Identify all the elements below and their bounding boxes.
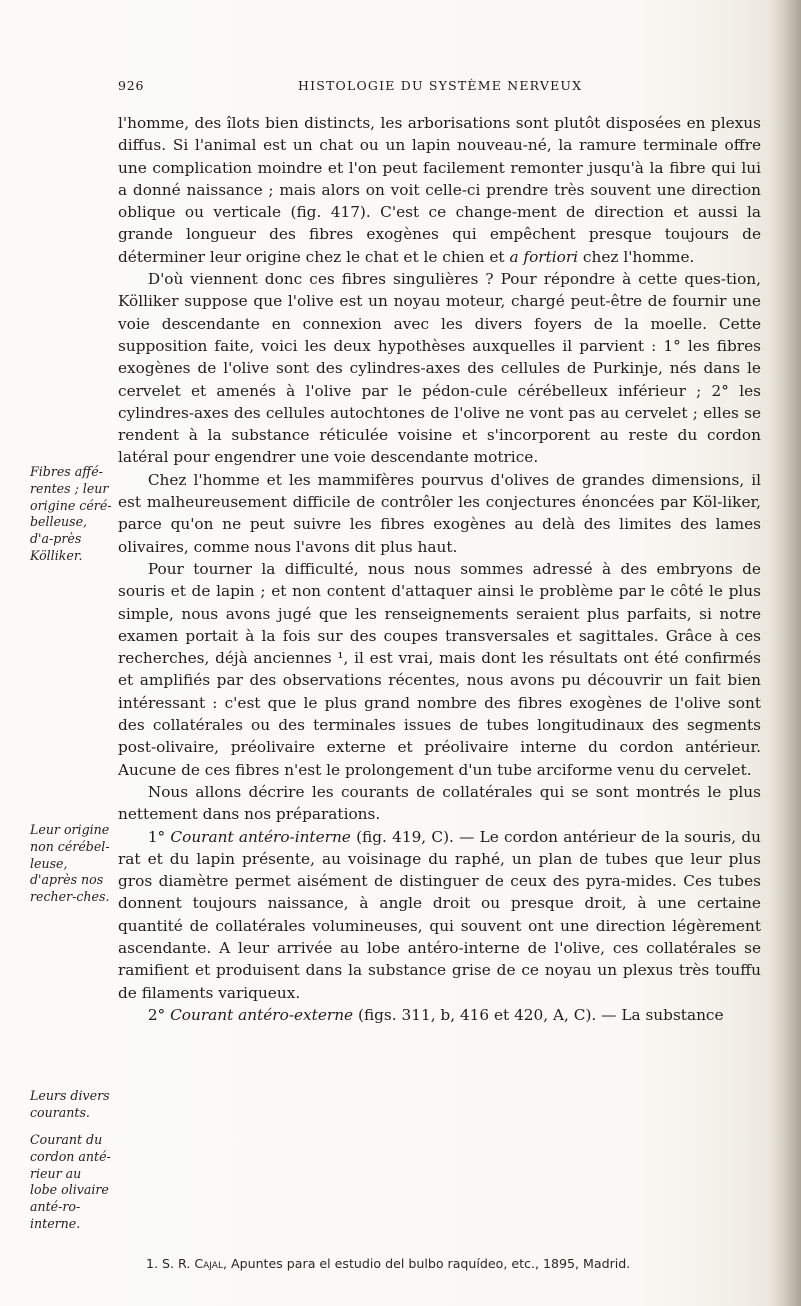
paragraph-1-text: l'homme, des îlots bien distincts, les arborisations sont plutôt disposées en plexus diffus. Si l'animal est un chat ou un lapin nouveau-né, la ramure terminale offre une complication moindre et l'on peut facilement remonter jusqu'à la fibre qui lui a donné naissance ; mais alors on voit celle-ci prendre très souvent une direction oblique ou verticale (fig. 417). C'est ce change-ment de direction et aussi la grande longueur des fibres exogènes qui empêchent presque toujours de déterminer leur origine chez le chat et le chien et [118,114,761,266]
paragraph-7-number: 2° [147,1005,171,1024]
italic-courant-antero-externe: Courant antéro-externe [170,1005,354,1024]
italic-a-fortiori: a fortiori [509,247,579,266]
footnote [146,1256,761,1272]
margin-note-courant-antero-interne: Courant du cordon anté-rieur au lobe olivaire anté-ro-interne. [30,1132,111,1231]
footnote-number: 1. [146,1256,159,1271]
italic-courant-antero-interne: Courant antéro-interne [170,827,351,846]
paragraph-3: Chez l'homme et les mammifères pourvus d'olives de grandes dimensions, il est malheureusement difficile de contrôler les conjectures énoncées par Köl-liker, parce qu'on ne peut suivre les fibres exogènes au delà des limites des lames olivaires, comme nous l'avons dit plus haut. [118,470,761,556]
page-number: 926 [118,78,145,93]
paragraph-6-number: 1° [147,827,171,846]
footnote-author: S. R. Cajal, [162,1256,227,1271]
paragraph-2: D'où viennent donc ces fibres singulières ? Pour répondre à cette ques-tion, Kölliker suppose que l'olive est un noyau moteur, chargé peut-être de fournir une voie descendante en connexion avec les divers foyers de la moelle. Cette supposition faite, voici les deux hypothèses auxquelles il parvient : 1° les fibres exogènes de l'olive sont des cylindres-axes des cellules de Purkinje, nés dans le cervelet et amenés à l'olive par le pédon-cule cérébelleux inférieur ; 2° les cylindres-axes des cellules autochtones de l'olive ne vont pas au cervelet ; elles se rendent à la substance réticulée voisine et s'incorporent au reste du cordon latéral pour engendrer une voie descendante motrice. [118,270,761,467]
paragraph-1 [118,112,761,268]
page-edge-shadow [771,0,801,1306]
body-text [118,112,761,1026]
margin-note-origine: Leur origine non cérébel-leuse, d'après nos recher-ches. [30,822,110,905]
paragraph-6 [118,826,761,1004]
margin-note-fibres: Fibres affé-rentes ; leur origine céré-belleuse, d'a-près Kölliker. [30,464,112,563]
margin-note-courants: Leurs divers courants. [30,1088,110,1120]
page-header [118,78,758,96]
paragraph-7 [118,1004,761,1026]
running-head: HISTOLOGIE DU SYSTÈME NERVEUX [298,78,583,93]
paragraph-4: Pour tourner la difficulté, nous nous sommes adressé à des embryons de souris et de lapin ; et non content d'attaquer ainsi le problème par le côté le plus simple, nous avons jugé que les renseignements seraient plus parfaits, si notre examen portait à la fois sur des coupes transversales et sagittales. Grâce à ces recherches, déjà anciennes ¹, il est vrai, mais dont les résultats ont été confirmés et amplifiés par des observations récentes, nous avons pu découvrir un fait bien intéressant : c'est que le plus grand nombre des fibres exogènes de l'olive sont des collatérales ou des terminales issues de tubes longitudinaux des segments post-olivaire, préolivaire externe et préolivaire interne du cordon antérieur. Aucune de ces fibres n'est le prolongement d'un tube arciforme venu du cervelet. [118,559,761,779]
paragraph-5: Nous allons décrire les courants de collatérales qui se sont montrés le plus nettement dans nos préparations. [118,782,761,824]
footnote-text: Apuntes para el estudio del bulbo raquídeo, etc., 1895, Madrid. [226,1256,631,1271]
paragraph-1-end: chez l'homme. [578,247,695,266]
paragraph-6-text: (fig. 419, C). — Le cordon antérieur de la souris, du rat et du lapin présente, au voisinage du raphé, un plan de tubes que leur plus gros diamètre permet aisément de distinguer de ceux des pyra-mides. Ces tubes donnent toujours naissance, à angle droit ou presque droit, à une certaine quantité de collatérales volumineuses, qui souvent ont une direction légèrement ascendante. A leur arrivée au lobe antéro-interne de l'olive, ces collatérales se ramifient et produisent dans la substance grise de ce noyau un plexus très touffu de filaments variqueux. [118,827,761,1002]
paragraph-7-text: (figs. 311, b, 416 et 420, A, C). — La substance [353,1005,724,1024]
